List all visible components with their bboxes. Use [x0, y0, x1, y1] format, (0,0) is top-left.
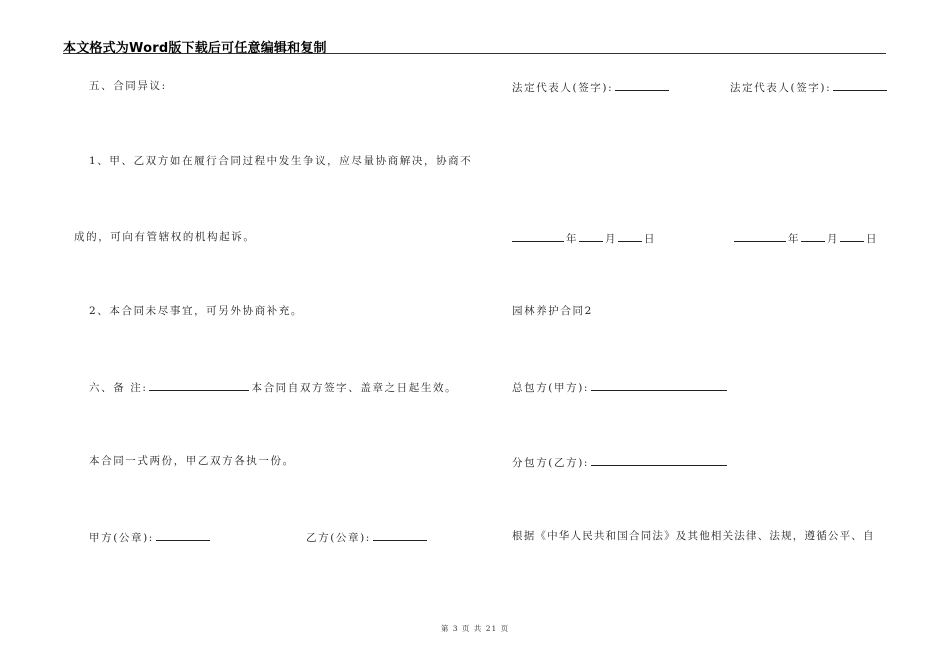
- document-header: [63, 37, 886, 54]
- month-blank-a: [579, 231, 603, 242]
- header-rule: [63, 53, 886, 54]
- month-label-b: 月: [827, 233, 838, 245]
- legal-rep-b-line: [730, 80, 889, 94]
- section5-title: 五、合同异议:: [89, 80, 167, 92]
- basis-text: 根据《中华人民共和国合同法》及其他相关法律、法规，遵循公平、自: [512, 530, 875, 542]
- subcontractor-label: 分包方(乙方):: [512, 457, 590, 469]
- year-label-a: 年: [566, 233, 577, 245]
- party-a-seal-label: 甲方(公章):: [89, 532, 154, 544]
- clause1-line2: 成的，可向有管辖权的机构起诉。: [74, 231, 256, 243]
- remarks-blank: [149, 380, 249, 391]
- page-number: 3: [452, 624, 459, 633]
- header-title: 本文格式为Word版下载后可任意编辑和复制: [63, 41, 327, 56]
- month-label-a: 月: [605, 233, 616, 245]
- date-line-a: [512, 231, 655, 245]
- section6-line: [89, 380, 457, 394]
- year-blank-b: [734, 231, 786, 242]
- year-label-b: 年: [788, 233, 799, 245]
- clause2: 2、本合同未尽事宜，可另外协商补充。: [89, 305, 303, 317]
- party-b-seal-label: 乙方(公章):: [306, 532, 371, 544]
- section6-label: 六、备 注:: [89, 382, 148, 394]
- section6-text: 本合同自双方签字、盖章之日起生效。: [251, 382, 458, 394]
- copies-text: 本合同一式两份，甲乙双方各执一份。: [89, 455, 295, 467]
- party-a-seal-line: [89, 530, 212, 544]
- party-a-seal-blank: [156, 530, 210, 541]
- legal-rep-a-label: 法定代表人(签字):: [512, 82, 614, 94]
- legal-rep-a-line: [512, 80, 671, 94]
- contract-title: 园林养护合同2: [512, 305, 593, 317]
- day-label-a: 日: [644, 233, 655, 245]
- page-suffix: 页: [500, 624, 510, 633]
- clause1-line1: 1、甲、乙双方如在履行合同过程中发生争议，应尽量协商解决，协商不: [89, 155, 473, 167]
- date-line-b: [734, 231, 877, 245]
- subcontractor-blank: [591, 455, 727, 466]
- general-contractor-label: 总包方(甲方):: [512, 382, 590, 394]
- year-blank-a: [512, 231, 564, 242]
- legal-rep-a-blank: [615, 80, 669, 91]
- party-b-seal-line: [306, 530, 429, 544]
- subcontractor-line: [512, 455, 729, 469]
- page-footer: [0, 623, 950, 634]
- page-mid: 页 共: [461, 624, 483, 633]
- page-total: 21: [485, 624, 498, 633]
- day-blank-a: [618, 231, 642, 242]
- day-label-b: 日: [866, 233, 877, 245]
- day-blank-b: [840, 231, 864, 242]
- page-prefix: 第: [440, 624, 450, 633]
- legal-rep-b-blank: [833, 80, 887, 91]
- party-b-seal-blank: [373, 530, 427, 541]
- general-contractor-blank: [591, 380, 727, 391]
- general-contractor-line: [512, 380, 729, 394]
- month-blank-b: [801, 231, 825, 242]
- legal-rep-b-label: 法定代表人(签字):: [730, 82, 832, 94]
